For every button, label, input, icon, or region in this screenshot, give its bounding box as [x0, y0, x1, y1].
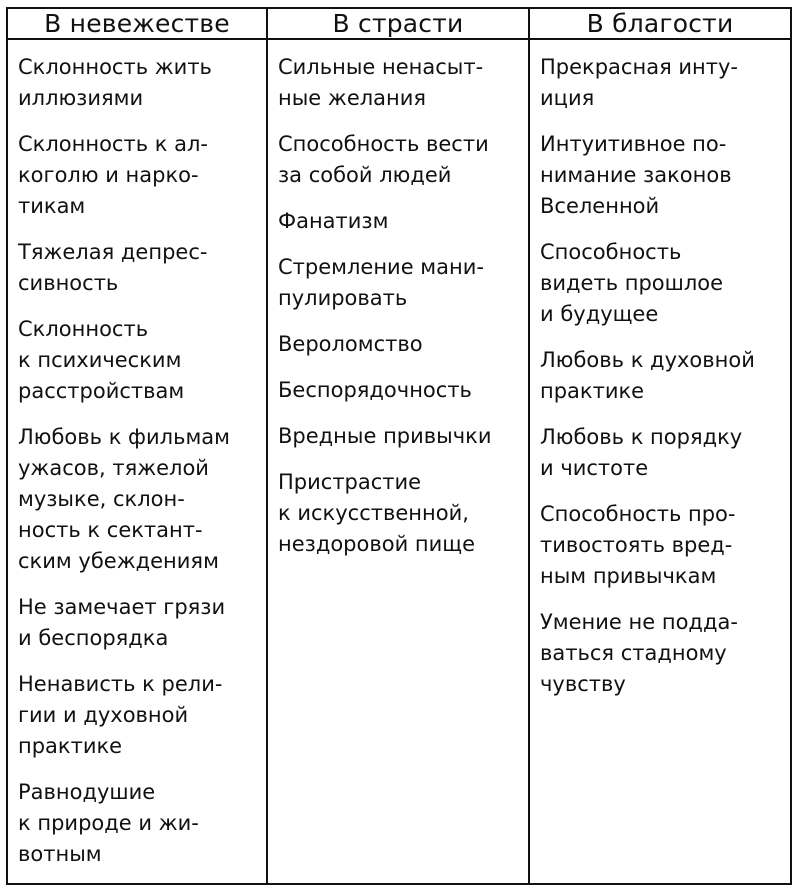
list-item: Любовь к фильмам ужасов, тяжелой музыке, склон- ность к сектант- ским убеждениям [18, 425, 231, 573]
list-item: Вредные привычки [278, 424, 492, 448]
header-passion: В страсти [268, 9, 530, 38]
list-item: Не замечает грязи и беспорядка [18, 595, 226, 650]
list-item: Способность про- тивостоять вред- ным привычкам [540, 502, 736, 588]
column-goodness [530, 40, 790, 885]
table-body-row [8, 40, 790, 885]
list-item: Равнодушие к природе и жи- вотным [18, 780, 199, 866]
list-item: Пристрастие к искусственной, нездоровой пище [278, 470, 475, 556]
list-item: Любовь к духовной практике [540, 348, 755, 403]
list-item: Склонность жить иллюзиями [18, 55, 212, 110]
list-item: Любовь к порядку и чистоте [540, 425, 743, 480]
list-item: Беспорядочность [278, 378, 472, 402]
header-goodness: В благости [586, 9, 734, 38]
list-item: Склонность к психическим расстройствам [18, 317, 185, 403]
list-item: Умение не подда- ваться стадному чувству [540, 610, 738, 696]
list-item: Сильные ненасыт- ные желания [278, 55, 484, 110]
column-passion [268, 40, 530, 885]
list-item: Прекрасная инту- иция [540, 55, 738, 110]
table-header-row [8, 9, 790, 40]
list-item: Фанатизм [278, 209, 389, 233]
header-ignorance: В невежестве [8, 9, 268, 38]
list-item: Способность вести за собой людей [278, 132, 489, 187]
list-item: Вероломство [278, 332, 423, 356]
list-item: Интуитивное по- нимание законов Вселенной [540, 132, 732, 218]
list-item: Склонность к ал- коголю и нарко- тикам [18, 132, 208, 218]
column-ignorance [8, 40, 268, 885]
list-item: Тяжелая депрес- сивность [18, 240, 208, 295]
list-item: Стремление мани- пулировать [278, 255, 484, 310]
list-item: Ненависть к рели- гии и духовной практике [18, 672, 223, 758]
qualities-table [6, 7, 792, 885]
list-item: Способность видеть прошлое и будущее [540, 240, 724, 326]
